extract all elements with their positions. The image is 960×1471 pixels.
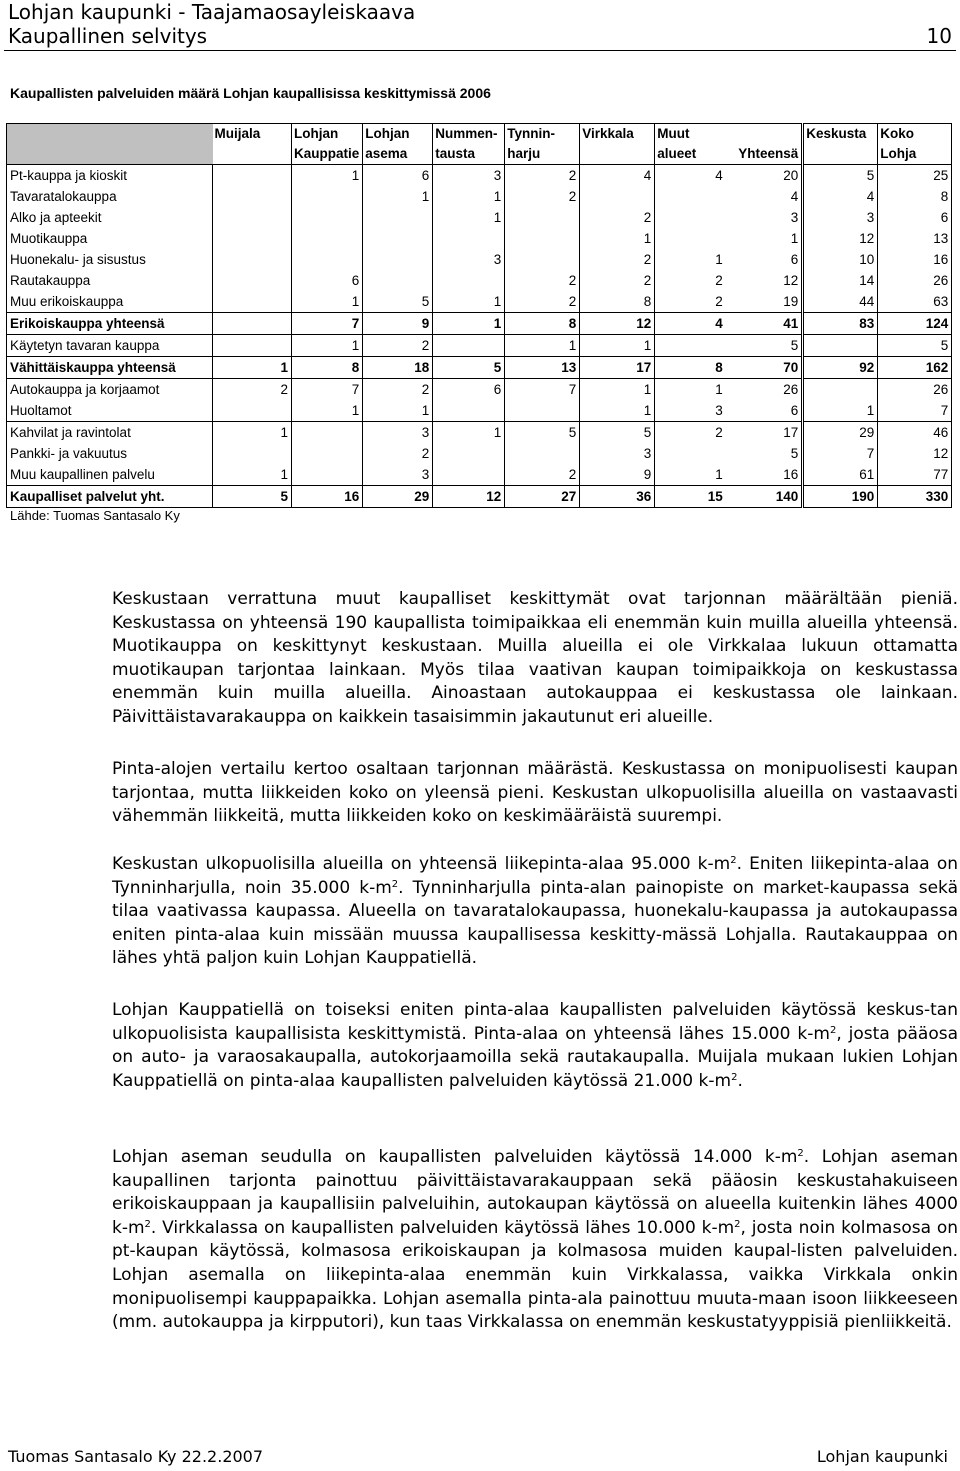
table-cell bbox=[655, 335, 726, 357]
table-cell: 29 bbox=[363, 486, 433, 508]
table-cell bbox=[213, 207, 292, 228]
row-label: Pt-kauppa ja kioskit bbox=[7, 165, 213, 187]
table-cell bbox=[803, 335, 878, 357]
table-cell: 7 bbox=[803, 443, 878, 464]
table-cell: 1 bbox=[292, 165, 363, 187]
col-header-bottom bbox=[580, 144, 655, 165]
table-cell bbox=[505, 207, 580, 228]
table-cell: 16 bbox=[878, 249, 952, 270]
table-cell: 8 bbox=[655, 357, 726, 379]
table-cell: 1 bbox=[213, 422, 292, 444]
table-cell: 1 bbox=[292, 335, 363, 357]
table-cell bbox=[213, 186, 292, 207]
table-cell: 2 bbox=[580, 207, 655, 228]
table-cell: 7 bbox=[505, 379, 580, 401]
row-label: Autokauppa ja korjaamot bbox=[7, 379, 213, 401]
table-cell: 29 bbox=[803, 422, 878, 444]
table-cell: 2 bbox=[213, 379, 292, 401]
superscript: 2 bbox=[731, 1071, 738, 1083]
table-cell: 16 bbox=[726, 464, 803, 486]
table-cell: 124 bbox=[878, 313, 952, 335]
table-row bbox=[7, 313, 952, 335]
table-cell: 1 bbox=[580, 228, 655, 249]
table-cell bbox=[433, 228, 505, 249]
col-header-top: Lohjan bbox=[292, 124, 363, 145]
table-caption: Kaupallisten palveluiden määrä Lohjan kaupallisissa keskittymissä 2006 bbox=[10, 85, 491, 101]
services-table bbox=[6, 123, 952, 508]
table-cell bbox=[213, 165, 292, 187]
table-cell: 1 bbox=[433, 422, 505, 444]
table-cell: 36 bbox=[580, 486, 655, 508]
row-label: Kahvilat ja ravintolat bbox=[7, 422, 213, 444]
row-label: Vähittäiskauppa yhteensä bbox=[7, 357, 213, 379]
table-cell bbox=[213, 291, 292, 313]
header-corner bbox=[7, 144, 213, 165]
table-cell: 1 bbox=[213, 357, 292, 379]
table-cell bbox=[505, 443, 580, 464]
table-cell: 2 bbox=[505, 186, 580, 207]
row-label: Huonekalu- ja sisustus bbox=[7, 249, 213, 270]
table-row bbox=[7, 249, 952, 270]
table-cell: 16 bbox=[292, 486, 363, 508]
superscript: 2 bbox=[144, 1218, 151, 1230]
table-cell bbox=[292, 207, 363, 228]
table-cell: 4 bbox=[715, 167, 723, 183]
table-cell bbox=[213, 400, 292, 422]
table-cell: 8 bbox=[878, 186, 952, 207]
table-cell: 5 bbox=[878, 335, 952, 357]
table-row bbox=[7, 422, 952, 444]
col-header-bottom: Yhteensä bbox=[726, 144, 803, 165]
superscript: 2 bbox=[391, 878, 399, 890]
table-cell: 140 bbox=[726, 486, 803, 508]
table-header-row-1 bbox=[7, 124, 952, 145]
table-cell bbox=[505, 249, 580, 270]
table-cell bbox=[505, 400, 580, 422]
table-cell: 25 bbox=[878, 165, 952, 187]
table-cell: 12 bbox=[803, 228, 878, 249]
table-cell bbox=[213, 249, 292, 270]
table-cell: 41 bbox=[726, 313, 803, 335]
table-cell: 1 bbox=[715, 466, 723, 482]
table-cell: 2 bbox=[580, 270, 655, 291]
table-cell: 2 bbox=[580, 249, 655, 270]
table-cell: 9 bbox=[580, 464, 655, 486]
table-cell: 5 bbox=[363, 291, 433, 313]
row-label: Muu kaupallinen palvelu bbox=[7, 464, 213, 486]
table-cell: 5 bbox=[213, 486, 292, 508]
header-title: Lohjan kaupunki - Taajamaosayleiskaava bbox=[8, 0, 416, 24]
table-cell: 5 bbox=[803, 165, 878, 187]
table-cell: 14 bbox=[803, 270, 878, 291]
p3-text-c: . Tynninharjulla pinta-alan painopiste on market-kaupassa sekä tilaa vaativassa kaupassa. Alueella on tavaratalokaupassa, huonekalu-kaupassa ja autokaupassa eniten pinta-alaa kuin missään muussa kaupallisessa keskitty-mässä Lohjalla. Rautakauppaa on lähes yhtä paljon kuin Lohjan Kauppatiellä. bbox=[112, 877, 958, 969]
table-cell: 6 bbox=[878, 207, 952, 228]
table-cell: 6 bbox=[433, 379, 505, 401]
table-cell: 2 bbox=[505, 291, 580, 313]
table-cell: 1 bbox=[433, 313, 505, 335]
table-cell: 26 bbox=[726, 379, 803, 401]
paragraph-5 bbox=[112, 1146, 958, 1335]
table-row bbox=[7, 165, 952, 187]
table-cell bbox=[505, 228, 580, 249]
table-cell: 12 bbox=[878, 443, 952, 464]
table-body bbox=[7, 165, 952, 508]
table-row bbox=[7, 486, 952, 508]
row-label: Muu erikoiskauppa bbox=[7, 291, 213, 313]
superscript: 2 bbox=[829, 1024, 837, 1036]
table-cell bbox=[655, 207, 726, 228]
table-row bbox=[7, 228, 952, 249]
table-cell: 7 bbox=[292, 379, 363, 401]
table-cell: 330 bbox=[878, 486, 952, 508]
row-label: Muotikauppa bbox=[7, 228, 213, 249]
header-subtitle-text: Kaupallinen selvitys bbox=[8, 24, 208, 48]
col-header-bottom: Kauppatie bbox=[292, 144, 363, 165]
col-header-top bbox=[726, 124, 803, 145]
table-cell: 3 bbox=[433, 249, 505, 270]
table-cell: 1 bbox=[505, 335, 580, 357]
table-cell: 4 bbox=[726, 186, 803, 207]
table-cell bbox=[363, 249, 433, 270]
col-header-bottom: harju bbox=[505, 144, 580, 165]
table-cell: 63 bbox=[878, 291, 952, 313]
table-cell: 1 bbox=[655, 379, 726, 401]
table-row bbox=[7, 357, 952, 379]
table-cell bbox=[433, 443, 505, 464]
table-cell: 1 bbox=[433, 291, 505, 313]
table-cell: 77 bbox=[878, 464, 952, 486]
table-cell: 1 bbox=[292, 400, 363, 422]
row-label: Erikoiskauppa yhteensä bbox=[7, 313, 213, 335]
col-header-top: Nummen- bbox=[433, 124, 505, 145]
table-row bbox=[7, 400, 952, 422]
table-cell bbox=[292, 249, 363, 270]
table-cell: 7 bbox=[292, 313, 363, 335]
table-cell bbox=[292, 228, 363, 249]
table-cell bbox=[433, 270, 505, 291]
table-cell: 4 bbox=[803, 186, 878, 207]
footer-left: Tuomas Santasalo Ky 22.2.2007 bbox=[8, 1447, 264, 1466]
col-header-top: Keskusta bbox=[803, 124, 878, 145]
p5-text-a: Lohjan aseman seudulla on kaupallisten palveluiden käytössä 14.000 k-m bbox=[112, 1147, 798, 1167]
table-cell: 3 bbox=[803, 207, 878, 228]
table-cell: 2 bbox=[505, 270, 580, 291]
table-cell: 1 bbox=[363, 400, 433, 422]
table-cell: 18 bbox=[363, 357, 433, 379]
table-cell: 6 bbox=[292, 270, 363, 291]
table-cell: 1 bbox=[213, 464, 292, 486]
table-row bbox=[7, 379, 952, 401]
table-cell: 2 bbox=[363, 379, 433, 401]
table-cell: 15 bbox=[655, 486, 726, 508]
table-cell: 7 bbox=[878, 400, 952, 422]
table-cell: 6 bbox=[726, 400, 803, 422]
table-row bbox=[7, 291, 952, 313]
table-cell: 83 bbox=[803, 313, 878, 335]
table-cell: 1 bbox=[803, 400, 878, 422]
row-label: Tavaratalokauppa bbox=[7, 186, 213, 207]
table-cell: 1 bbox=[580, 335, 655, 357]
table-cell: 1 bbox=[433, 207, 505, 228]
header-corner bbox=[7, 124, 213, 145]
table-cell: 26 bbox=[878, 270, 952, 291]
table-cell bbox=[213, 313, 292, 335]
table-cell: 92 bbox=[803, 357, 878, 379]
superscript: 2 bbox=[797, 1148, 804, 1159]
row-label: Alko ja apteekit bbox=[7, 207, 213, 228]
table-cell: 2 bbox=[715, 272, 723, 288]
table-cell bbox=[213, 443, 292, 464]
table-cell: 4 bbox=[655, 313, 726, 335]
table-cell: 2 bbox=[363, 443, 433, 464]
table-row bbox=[7, 335, 952, 357]
table-cell bbox=[433, 335, 505, 357]
table-cell bbox=[213, 228, 292, 249]
col-header-bottom: alueet bbox=[655, 144, 726, 165]
table-cell: 3 bbox=[363, 422, 433, 444]
p4-text-c: . bbox=[737, 1070, 743, 1091]
table-cell bbox=[292, 186, 363, 207]
table-cell: 26 bbox=[878, 379, 952, 401]
table-cell: 1 bbox=[363, 186, 433, 207]
table-row bbox=[7, 207, 952, 228]
table-cell: 2 bbox=[655, 422, 726, 444]
p3-text-a: Keskustan ulkopuolisilla alueilla on yhteensä liikepinta-alaa 95.000 k-m bbox=[112, 854, 731, 874]
table-cell: 6 bbox=[363, 165, 433, 187]
table-cell: 2 bbox=[715, 293, 723, 309]
table-cell: 4 bbox=[580, 165, 655, 187]
col-header-bottom: Lohja bbox=[878, 144, 952, 165]
row-label: Huoltamot bbox=[7, 400, 213, 422]
col-header-bottom: asema bbox=[363, 144, 433, 165]
table-cell: 5 bbox=[505, 422, 580, 444]
table-cell: 5 bbox=[726, 443, 803, 464]
table-cell bbox=[213, 335, 292, 357]
table-cell: 10 bbox=[803, 249, 878, 270]
table-cell: 3 bbox=[580, 443, 655, 464]
col-header-top: Muijala bbox=[213, 124, 292, 145]
col-header-bottom bbox=[213, 144, 292, 165]
table-cell: 2 bbox=[505, 165, 580, 187]
p3-text-b: . Eniten liikepinta-alaa on Tynninharjulla, noin 35.000 k-m bbox=[112, 854, 958, 898]
row-label: Rautakauppa bbox=[7, 270, 213, 291]
table-cell bbox=[655, 186, 726, 207]
table-cell bbox=[580, 186, 655, 207]
table-cell bbox=[363, 270, 433, 291]
table-cell: 8 bbox=[580, 291, 655, 313]
paragraph-4 bbox=[112, 999, 958, 1093]
table-cell: 5 bbox=[580, 422, 655, 444]
table-cell bbox=[292, 443, 363, 464]
p4-text-b: , josta pääosa on auto- ja varaosakaupalla, autokorjaamoilla sekä rautakaupalla. Muijala mukaan lukien Lohjan Kauppatiellä on pinta-alaa kaupallisten palveluiden käytössä 21.000 k-m bbox=[112, 1023, 959, 1091]
col-header-top: Koko bbox=[878, 124, 952, 145]
col-header-top: Tynnin- bbox=[505, 124, 580, 145]
superscript: 2 bbox=[734, 1218, 741, 1230]
row-label: Kaupalliset palvelut yht. bbox=[7, 486, 213, 508]
table-row bbox=[7, 186, 952, 207]
table-cell: 2 bbox=[505, 464, 580, 486]
paragraph-1: Keskustaan verrattuna muut kaupalliset keskittymät ovat tarjonnan määrältään pieniä. Keskustassa on yhteensä 190 kaupallista toimipaikkaa eli enemmän kuin muilla alueilla yhteensä. Muotikauppa on keskittynyt keskustaan. Muilla alueilla ei ole Virkkalaa lukuun ottamatta muotikaupan tarjontaa lainkaan. Myös tilaa vaativan kaupan toimipaikkoja on keskustassa enemmän kuin muilla alueilla. Ainoastaan autokauppaa ei keskustassa ole lainkaan. Päivittäistavarakauppa on kaikkein tasaisimmin jakautunut eri alueille. bbox=[112, 589, 958, 727]
table-cell: 12 bbox=[726, 270, 803, 291]
table-cell bbox=[363, 207, 433, 228]
table-row bbox=[7, 443, 952, 464]
table-cell bbox=[363, 228, 433, 249]
header-subtitle bbox=[8, 24, 952, 48]
table-cell: 1 bbox=[292, 291, 363, 313]
table-cell: 19 bbox=[726, 291, 803, 313]
table-cell: 1 bbox=[580, 400, 655, 422]
paragraph-3 bbox=[112, 853, 958, 971]
table-cell bbox=[803, 379, 878, 401]
row-label: Pankki- ja vakuutus bbox=[7, 443, 213, 464]
table-cell bbox=[292, 464, 363, 486]
table-cell: 1 bbox=[580, 379, 655, 401]
table-cell: 27 bbox=[505, 486, 580, 508]
table-cell bbox=[433, 400, 505, 422]
table-row bbox=[7, 270, 952, 291]
table-cell: 162 bbox=[878, 357, 952, 379]
header-rule bbox=[4, 50, 956, 51]
table-cell: 8 bbox=[505, 313, 580, 335]
table-cell: 17 bbox=[580, 357, 655, 379]
col-header-top: Lohjan bbox=[363, 124, 433, 145]
p5-text-b: . Lohjan aseman kaupallinen tarjonta painottuu päivittäistavarakauppaan sekä pääosin keskustahakuiseen erikoiskauppaan ja kaupallisiin palveluihin, autokaupan käytössä on alueella kuitenkin lähes 4000 k-m bbox=[112, 1147, 958, 1238]
table-cell: 6 bbox=[726, 249, 803, 270]
table-cell: 46 bbox=[878, 422, 952, 444]
table-cell: 2 bbox=[363, 335, 433, 357]
table-cell bbox=[213, 270, 292, 291]
superscript: 2 bbox=[730, 855, 737, 866]
table-cell: 3 bbox=[433, 165, 505, 187]
table-cell: 61 bbox=[803, 464, 878, 486]
table-cell: 13 bbox=[505, 357, 580, 379]
table-row bbox=[7, 464, 952, 486]
table-cell: 1 bbox=[433, 186, 505, 207]
table-cell: 17 bbox=[726, 422, 803, 444]
table-cell: 1 bbox=[726, 228, 803, 249]
table-cell: 13 bbox=[878, 228, 952, 249]
table-cell bbox=[433, 464, 505, 486]
table-cell: 12 bbox=[433, 486, 505, 508]
p5-text-c: . Virkkalassa on kaupallisten palveluiden käytössä lähes 10.000 k-m bbox=[150, 1217, 735, 1238]
table-cell: 190 bbox=[803, 486, 878, 508]
table-cell: 3 bbox=[715, 402, 723, 418]
table-cell: 9 bbox=[363, 313, 433, 335]
table-cell: 12 bbox=[580, 313, 655, 335]
col-header-bottom bbox=[803, 144, 878, 165]
table-cell: 8 bbox=[292, 357, 363, 379]
col-header-top: Muut bbox=[655, 124, 726, 145]
table-cell bbox=[655, 228, 726, 249]
table-cell: 44 bbox=[803, 291, 878, 313]
table-cell: 1 bbox=[715, 251, 723, 267]
table-source: Lähde: Tuomas Santasalo Ky bbox=[10, 508, 180, 523]
table-cell: 20 bbox=[726, 165, 803, 187]
table-cell: 3 bbox=[363, 464, 433, 486]
col-header-bottom: tausta bbox=[433, 144, 505, 165]
table-cell: 70 bbox=[726, 357, 803, 379]
page-number: 10 bbox=[926, 24, 952, 48]
table-header-row-2 bbox=[7, 144, 952, 165]
table-cell: 5 bbox=[726, 335, 803, 357]
table-cell bbox=[292, 422, 363, 444]
table-cell bbox=[655, 443, 726, 464]
col-header-top: Virkkala bbox=[580, 124, 655, 145]
table-cell: 3 bbox=[726, 207, 803, 228]
footer-right: Lohjan kaupunki bbox=[816, 1447, 948, 1466]
table-cell: 5 bbox=[433, 357, 505, 379]
paragraph-2: Pinta-alojen vertailu kertoo osaltaan tarjonnan määrästä. Keskustassa on monipuolisesti kaupan tarjontaa, mutta liikkeiden koko on yleensä pieni. Keskustan ulkopuolisilla alueilla on vastaavasti vähemmän liikkeitä, mutta liikkeiden koko on keskimääräistä suurempi. bbox=[112, 759, 958, 827]
p5-text-d: , josta noin kolmasosa on pt-kaupan käytössä, kolmasosa erikoiskaupan ja kolmasosa muiden kaupal-listen palveluiden. Lohjan asemalla on liikepinta-alaa enemmän kuin Virkkalassa, vaikka Virkkala onkin monipuolisempi kauppapaikka. Lohjan asemalla pinta-ala painottuu muuta-maan isoon liikkeeseen (mm. autokauppa ja kirpputori), kun taas Virkkalassa on enemmän keskustatyyppisiä pienliikkeitä. bbox=[112, 1217, 958, 1333]
row-label: Käytetyn tavaran kauppa bbox=[7, 335, 213, 357]
p4-text-a: Lohjan Kauppatiellä on toiseksi eniten pinta-alaa kaupallisten palveluiden käytössä keskus-tan ulkopuolisista kaupallisista keskittymistä. Pinta-alaa on yhteensä lähes 15.000 k-m bbox=[112, 1000, 958, 1044]
